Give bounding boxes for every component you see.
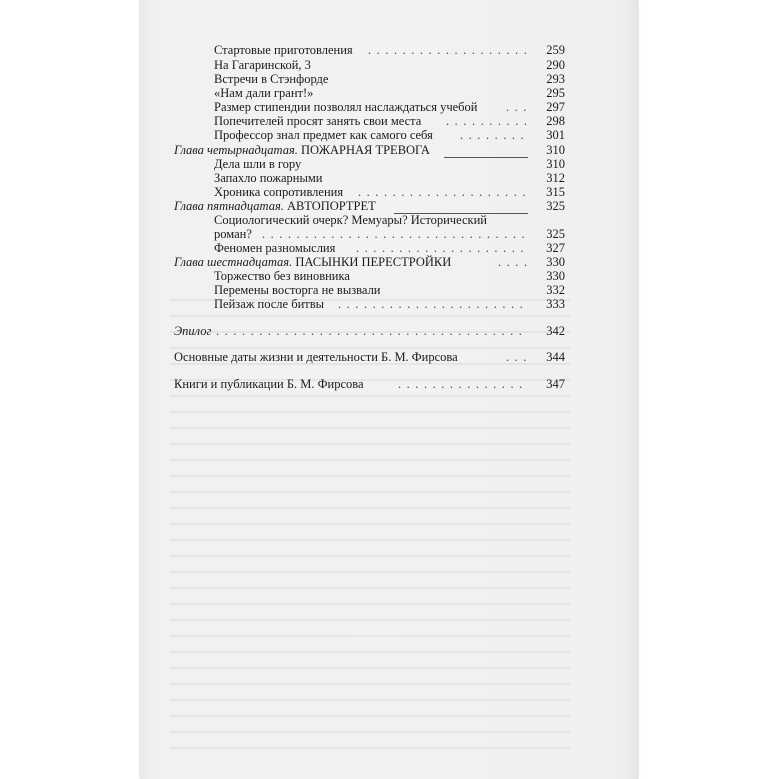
page-number: 298 bbox=[546, 114, 565, 128]
toc-entry: Дела шли в гору bbox=[214, 157, 302, 171]
toc-entry: Запахло пожарными bbox=[214, 171, 323, 185]
page-number: 310 bbox=[546, 143, 565, 157]
leader-dots bbox=[498, 255, 528, 270]
toc-entry: Книги и публикации Б. М. Фирсова bbox=[174, 377, 364, 391]
page-number: 297 bbox=[546, 100, 565, 114]
chapter-heading: Глава шестнадцатая. ПАСЫНКИ ПЕРЕСТРОЙКИ bbox=[174, 255, 452, 269]
page-number: 290 bbox=[546, 58, 565, 72]
leader-dots bbox=[446, 114, 528, 129]
page-number: 259 bbox=[546, 43, 565, 57]
page-number: 333 bbox=[546, 297, 565, 311]
leader-dots bbox=[460, 128, 528, 143]
toc-entry: Профессор знал предмет как самого себя bbox=[214, 128, 433, 142]
leader-dots bbox=[506, 350, 528, 365]
leader-dots bbox=[356, 241, 528, 256]
page-number: 342 bbox=[546, 324, 565, 338]
toc-entry: Встречи в Стэнфорде bbox=[214, 72, 329, 86]
toc-entry: Перемены восторга не вызвали bbox=[214, 283, 381, 297]
toc-entry: Пейзаж после битвы bbox=[214, 297, 325, 311]
page-number: 312 bbox=[546, 171, 565, 185]
page-number: 325 bbox=[546, 227, 565, 241]
page-number: 293 bbox=[546, 72, 565, 86]
toc-entry: Социологический очерк? Мемуары? Исторический bbox=[214, 213, 487, 227]
toc-entry-continued: роман? bbox=[214, 227, 252, 241]
toc-entry: На Гагаринской, 3 bbox=[214, 58, 311, 72]
chapter-heading: Глава четырнадцатая. ПОЖАРНАЯ ТРЕВОГА bbox=[174, 143, 430, 157]
leader-dots bbox=[368, 43, 528, 58]
leader-dots bbox=[398, 377, 528, 392]
toc-entry: Стартовые приготовления bbox=[214, 43, 353, 57]
page-number: 310 bbox=[546, 157, 565, 171]
page-number: 347 bbox=[546, 377, 565, 391]
leader-dots bbox=[358, 185, 528, 200]
leader-dots bbox=[338, 297, 528, 312]
toc-entry: Попечителей просят занять свои места bbox=[214, 114, 422, 128]
leader-dots bbox=[216, 324, 528, 339]
page-number: 332 bbox=[546, 283, 565, 297]
toc-entry: «Нам дали грант!» bbox=[214, 86, 314, 100]
page-number: 301 bbox=[546, 128, 565, 142]
page-number: 327 bbox=[546, 241, 565, 255]
toc-entry: Основные даты жизни и деятельности Б. М. Фирсова bbox=[174, 350, 458, 364]
epilogue-entry: Эпилог bbox=[174, 324, 212, 338]
page-number: 330 bbox=[546, 255, 565, 269]
toc-entry: Торжество без виновника bbox=[214, 269, 350, 283]
toc-entry: Хроника сопротивления bbox=[214, 185, 344, 199]
chapter-rule bbox=[444, 157, 528, 158]
leader-dots bbox=[506, 100, 528, 115]
page-number: 295 bbox=[546, 86, 565, 100]
page-number: 344 bbox=[546, 350, 565, 364]
page-number: 330 bbox=[546, 269, 565, 283]
leader-dots bbox=[262, 227, 528, 242]
toc-entry: Размер стипендии позволял наслаждаться учебой bbox=[214, 100, 478, 114]
page-number: 325 bbox=[546, 199, 565, 213]
chapter-heading: Глава пятнадцатая. АВТОПОРТРЕТ bbox=[174, 199, 376, 213]
toc-entry: Феномен разномыслия bbox=[214, 241, 336, 255]
page-number: 315 bbox=[546, 185, 565, 199]
